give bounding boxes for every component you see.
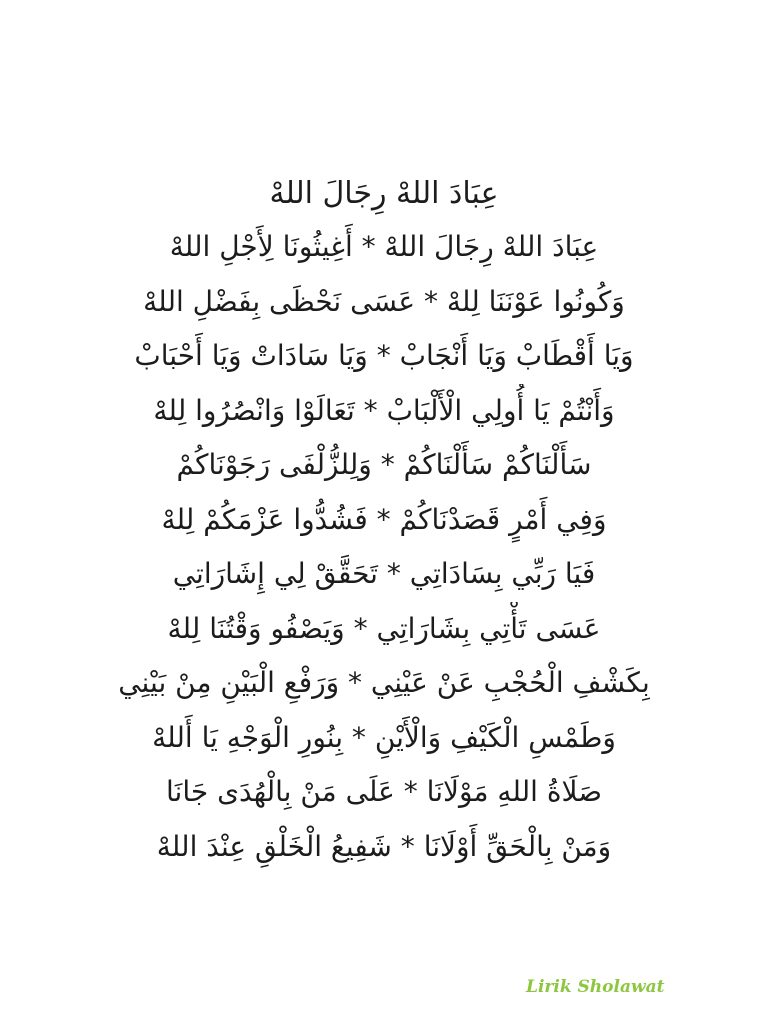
poem-block [84, 168, 684, 874]
poem-line: فَيَا رَبِّي بِسَادَاتِي * تَحَقَّقْ لِي إِشَارَاتِي [172, 557, 596, 590]
poem-line: وَيَا أَقْطَابْ وَيَا أَنْجَابْ * وَيَا سَادَاتْ وَيَا أَحْبَابْ [134, 339, 634, 372]
poem-line: عَسَى تَأْتِي بِشَارَاتِي * وَيَصْفُو وَقْتُنَا لِلهْ [167, 611, 601, 645]
poem-line: وَفِي أَمْرٍ قَصَدْنَاكُمْ * فَشُدُّوا عَزْمَكُمْ لِلهْ [161, 502, 607, 536]
poem-line: وَمَنْ بِالْحَقِّ أَوْلَانَا * شَفِيعُ الْخَلْقِ عِنْدَ اللهْ [156, 829, 612, 863]
poem-title: عِبَادَ اللهْ رِجَالَ اللهْ [269, 176, 499, 211]
poem-line: وَكُونُوا عَوْنَنَا لِلهْ * عَسَى نَحْظَى بِفَضْلِ اللهْ [143, 284, 625, 318]
poem-lines [84, 220, 684, 874]
poem-line: عِبَادَ اللهْ رِجَالَ اللهْ * أَغِيثُونَا لِأَجْلِ اللهْ [169, 230, 599, 263]
poem-line: وَأَنْتُمْ يَا أُولِي الْأَلْبَابْ * تَعَالَوْا وَانْصُرُوا لِلهْ [153, 393, 615, 427]
poem-line: سَأَلْنَاكُمْ سَأَلْنَاكُمْ * وَلِلزُّلْفَى رَجَوْنَاكُمْ [176, 448, 592, 481]
poem-line: بِكَشْفِ الْحُجْبِ عَنْ عَيْنِي * وَرَفْعِ الْبَيْنِ مِنْ بَيْنِي [118, 666, 650, 699]
watermark-text: Lirik Sholawat [526, 977, 665, 997]
poem-line: وَطَمْسِ الْكَيْفِ وَالْأَيْنِ * بِنُورِ الْوَجْهِ يَا أَللهْ [152, 720, 616, 754]
poem-line: صَلَاةُ اللهِ مَوْلَانَا * عَلَى مَنْ بِالْهُدَى جَانَا [166, 775, 602, 808]
